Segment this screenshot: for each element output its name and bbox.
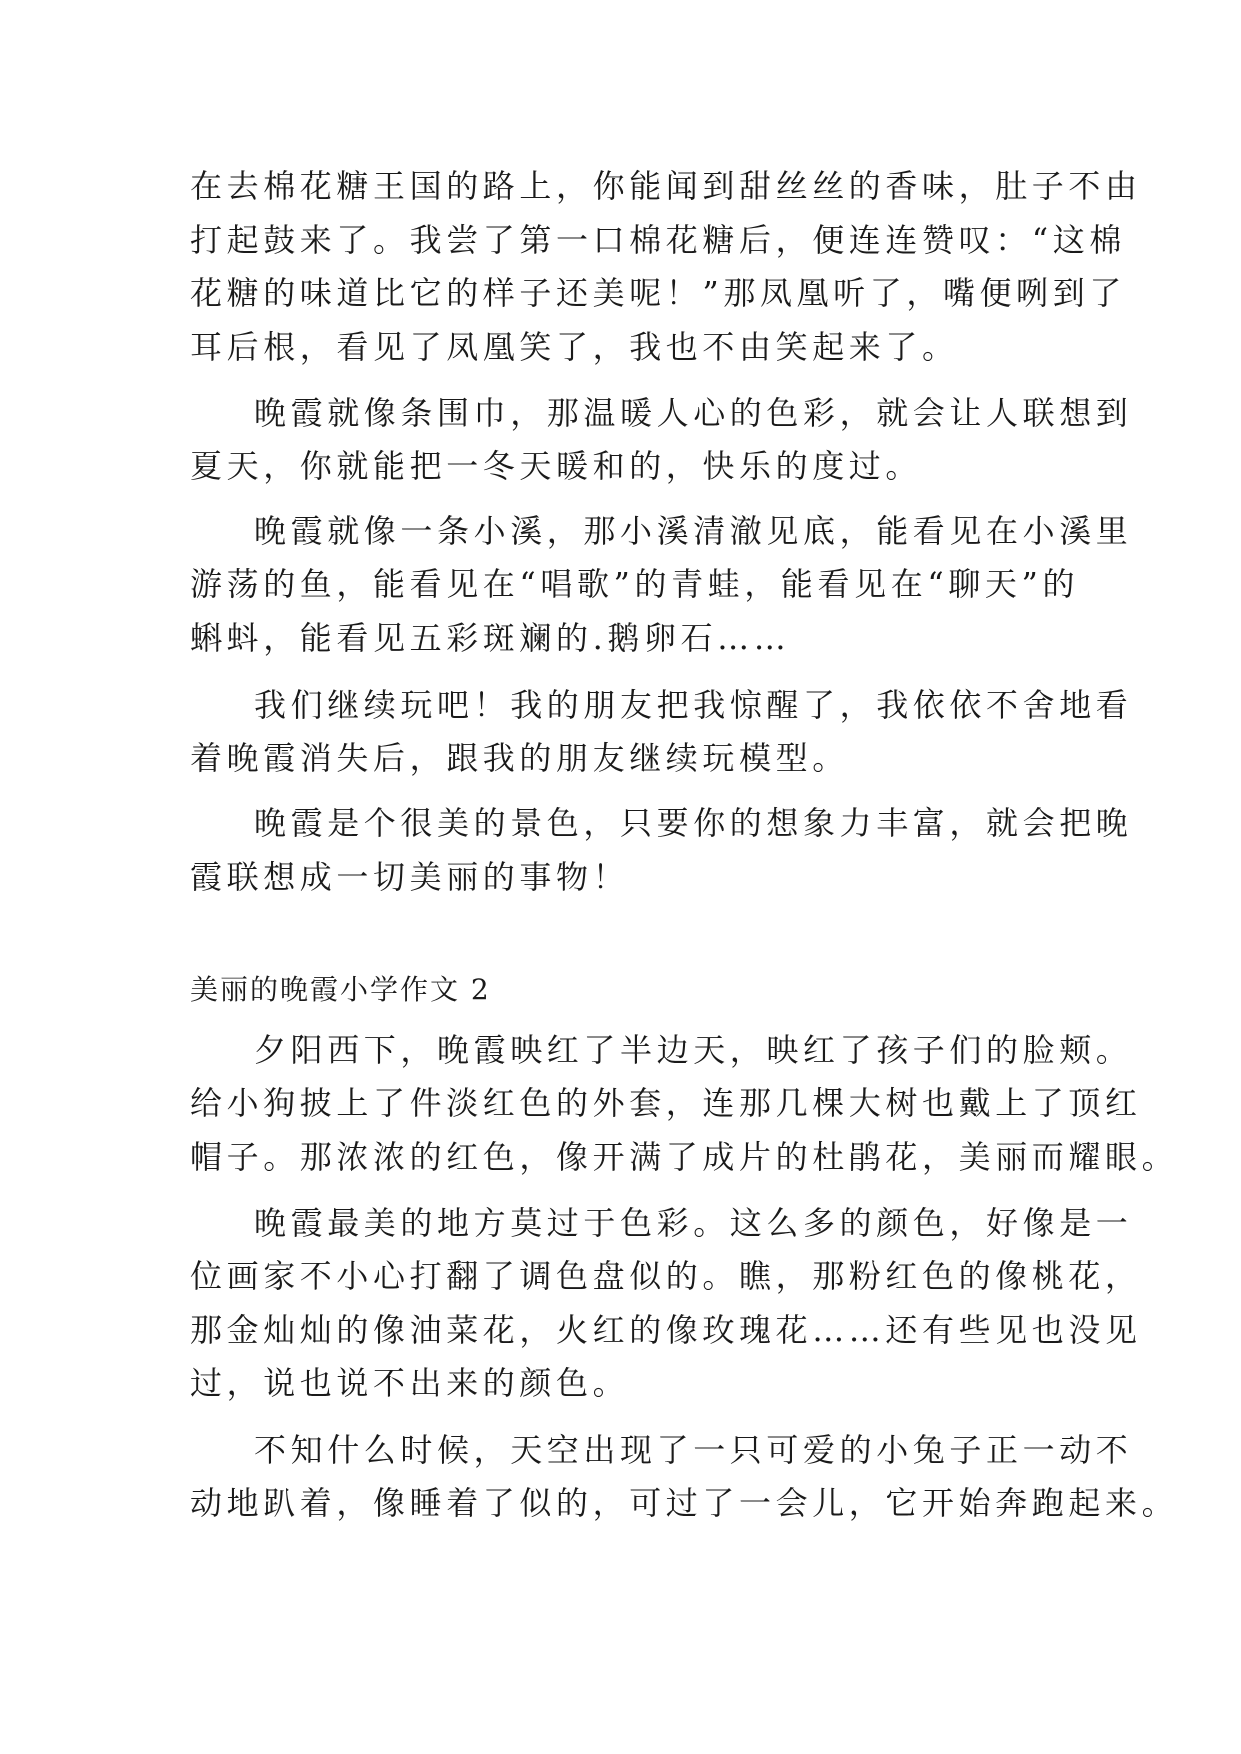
paragraph-line: 晚霞就像一条小溪，那小溪清澈见底，能看见在小溪里 (254, 512, 1133, 550)
paragraph-line: 晚霞是个很美的景色，只要你的想象力丰富，就会把晚 (254, 804, 1133, 842)
paragraph-line: 动地趴着，像睡着了似的，可过了一会儿，它开始奔跑起来。 (190, 1484, 1179, 1522)
paragraph-line: 打起鼓来了。我尝了第一口棉花糖后，便连连赞叹：“这棉 (190, 221, 1126, 259)
paragraph-line: 帽子。那浓浓的红色，像开满了成片的杜鹃花，美丽而耀眼。 (190, 1138, 1179, 1176)
paragraph-line: 晚霞就像条围巾，那温暖人心的色彩，就会让人联想到 (254, 394, 1133, 432)
paragraph-line: 蝌蚪，能看见五彩斑斓的.鹅卵石…… (190, 619, 791, 657)
paragraph-line: 花糖的味道比它的样子还美呢！”那凤凰听了，嘴便咧到了 (190, 274, 1126, 312)
paragraph-line: 那金灿灿的像油菜花，火红的像玫瑰花……还有些见也没见 (190, 1311, 1142, 1349)
paragraph-line: 晚霞最美的地方莫过于色彩。这么多的颜色，好像是一 (254, 1204, 1133, 1242)
paragraph-line: 不知什么时候，天空出现了一只可爱的小兔子正一动不 (254, 1431, 1133, 1469)
paragraph-line: 位画家不小心打翻了调色盘似的。瞧，那粉红色的像桃花， (190, 1257, 1142, 1295)
paragraph-line: 着晚霞消失后，跟我的朋友继续玩模型。 (190, 739, 849, 777)
paragraph-line: 夕阳西下，晚霞映红了半边天，映红了孩子们的脸颊。 (254, 1031, 1133, 1069)
paragraph-line: 游荡的鱼，能看见在“唱歌”的青蛙，能看见在“聊天”的 (190, 565, 1080, 603)
paragraph-line: 过，说也说不出来的颜色。 (190, 1364, 630, 1402)
paragraph-line: 耳后根，看见了凤凰笑了，我也不由笑起来了。 (190, 328, 959, 366)
paragraph-line: 在去棉花糖王国的路上，你能闻到甜丝丝的香味，肚子不由 (190, 167, 1142, 205)
section-title: 美丽的晚霞小学作文 2 (190, 973, 491, 1006)
paragraph-line: 霞联想成一切美丽的事物！ (190, 858, 630, 896)
paragraph-line: 给小狗披上了件淡红色的外套，连那几棵大树也戴上了顶红 (190, 1084, 1142, 1122)
paragraph-line: 夏天，你就能把一冬天暖和的，快乐的度过。 (190, 447, 923, 485)
paragraph-line: 我们继续玩吧！我的朋友把我惊醒了，我依依不舍地看 (254, 686, 1133, 724)
